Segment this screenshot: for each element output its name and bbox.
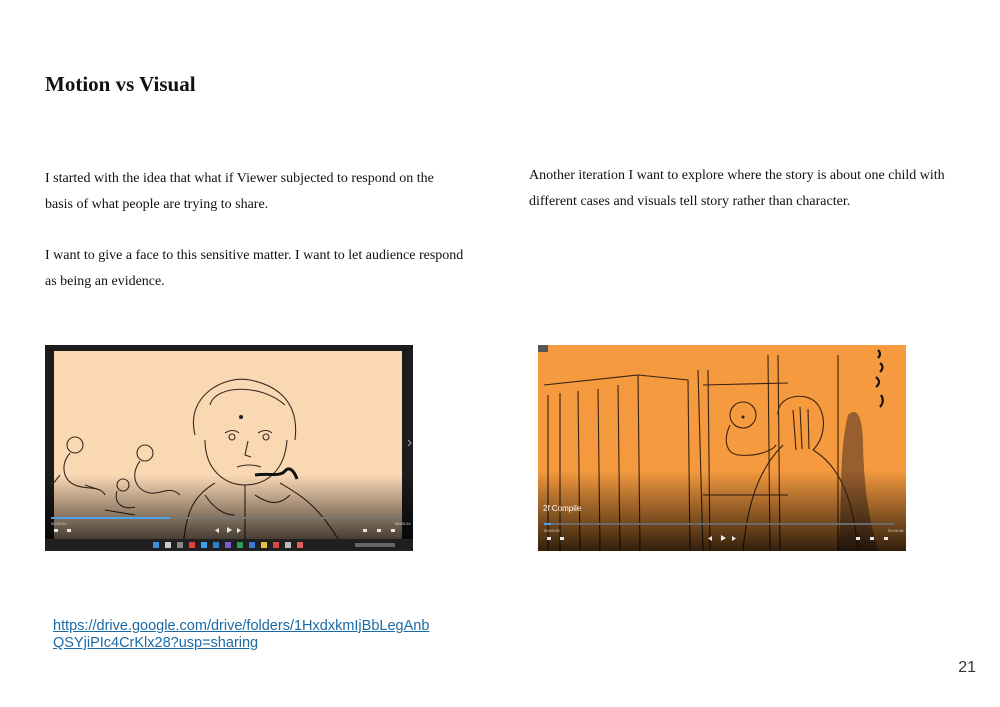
video-1-time-left: 00:00:01	[51, 521, 67, 526]
video-screenshot-visual[interactable]	[538, 345, 906, 551]
video-1-time-right: 00:00:24	[395, 521, 411, 526]
subtitle-icon[interactable]	[547, 537, 551, 540]
taskbar-app-icon[interactable]	[237, 542, 243, 548]
left-paragraph-2: I want to give a face to this sensitive matter. I want to let audience respond as being an evidence.	[45, 248, 464, 289]
chapters-icon[interactable]	[67, 529, 71, 532]
fullscreen-icon[interactable]	[884, 537, 888, 540]
taskbar-app-icon[interactable]	[249, 542, 255, 548]
left-paragraph-1: I started with the idea that what if Viewer subjected to respond on the basis of what people are trying to share.	[45, 171, 434, 212]
expand-icon[interactable]	[856, 537, 860, 540]
sketch-frame-1	[45, 345, 413, 551]
system-tray[interactable]	[355, 543, 395, 547]
sketch-frame-2	[538, 345, 906, 551]
back-button[interactable]	[538, 345, 548, 352]
taskbar-app-icon[interactable]	[285, 542, 291, 548]
miniplayer-icon[interactable]	[870, 537, 874, 540]
taskbar-app-icon[interactable]	[213, 542, 219, 548]
taskbar-app-icon[interactable]	[273, 542, 279, 548]
subtitle-icon[interactable]	[54, 529, 58, 532]
video-1-progress-fill	[51, 517, 170, 519]
video-2-time-right: 00:00:46	[888, 528, 904, 533]
drive-folder-link[interactable]: https://drive.google.com/drive/folders/1HxdxkmIjBbLegAnbQSYjiPIc4CrKlx28?usp=sharing	[53, 618, 430, 651]
video-2-caption: 2f Compile	[543, 504, 582, 513]
fullscreen-icon[interactable]	[391, 529, 395, 532]
taskbar-app-icon[interactable]	[177, 542, 183, 548]
start-icon[interactable]	[153, 542, 159, 548]
expand-icon[interactable]	[363, 529, 367, 532]
taskbar-app-icon[interactable]	[225, 542, 231, 548]
video-2-time-left: 00:00:00	[544, 528, 560, 533]
right-paragraph-1: Another iteration I want to explore where the story is about one child with different cases and visuals tell story rather than character.	[529, 168, 945, 209]
page-number: 21	[958, 659, 976, 676]
video-2-progress-fill	[544, 523, 551, 525]
taskbar-app-icon[interactable]	[201, 542, 207, 548]
taskbar-app-icon[interactable]	[297, 542, 303, 548]
chapters-icon[interactable]	[560, 537, 564, 540]
taskbar-search-icon[interactable]	[165, 542, 171, 548]
taskbar-app-icon[interactable]	[261, 542, 267, 548]
video-screenshot-motion[interactable]	[45, 345, 413, 551]
miniplayer-icon[interactable]	[377, 529, 381, 532]
page-title: Motion vs Visual	[45, 72, 196, 96]
taskbar-app-icon[interactable]	[189, 542, 195, 548]
